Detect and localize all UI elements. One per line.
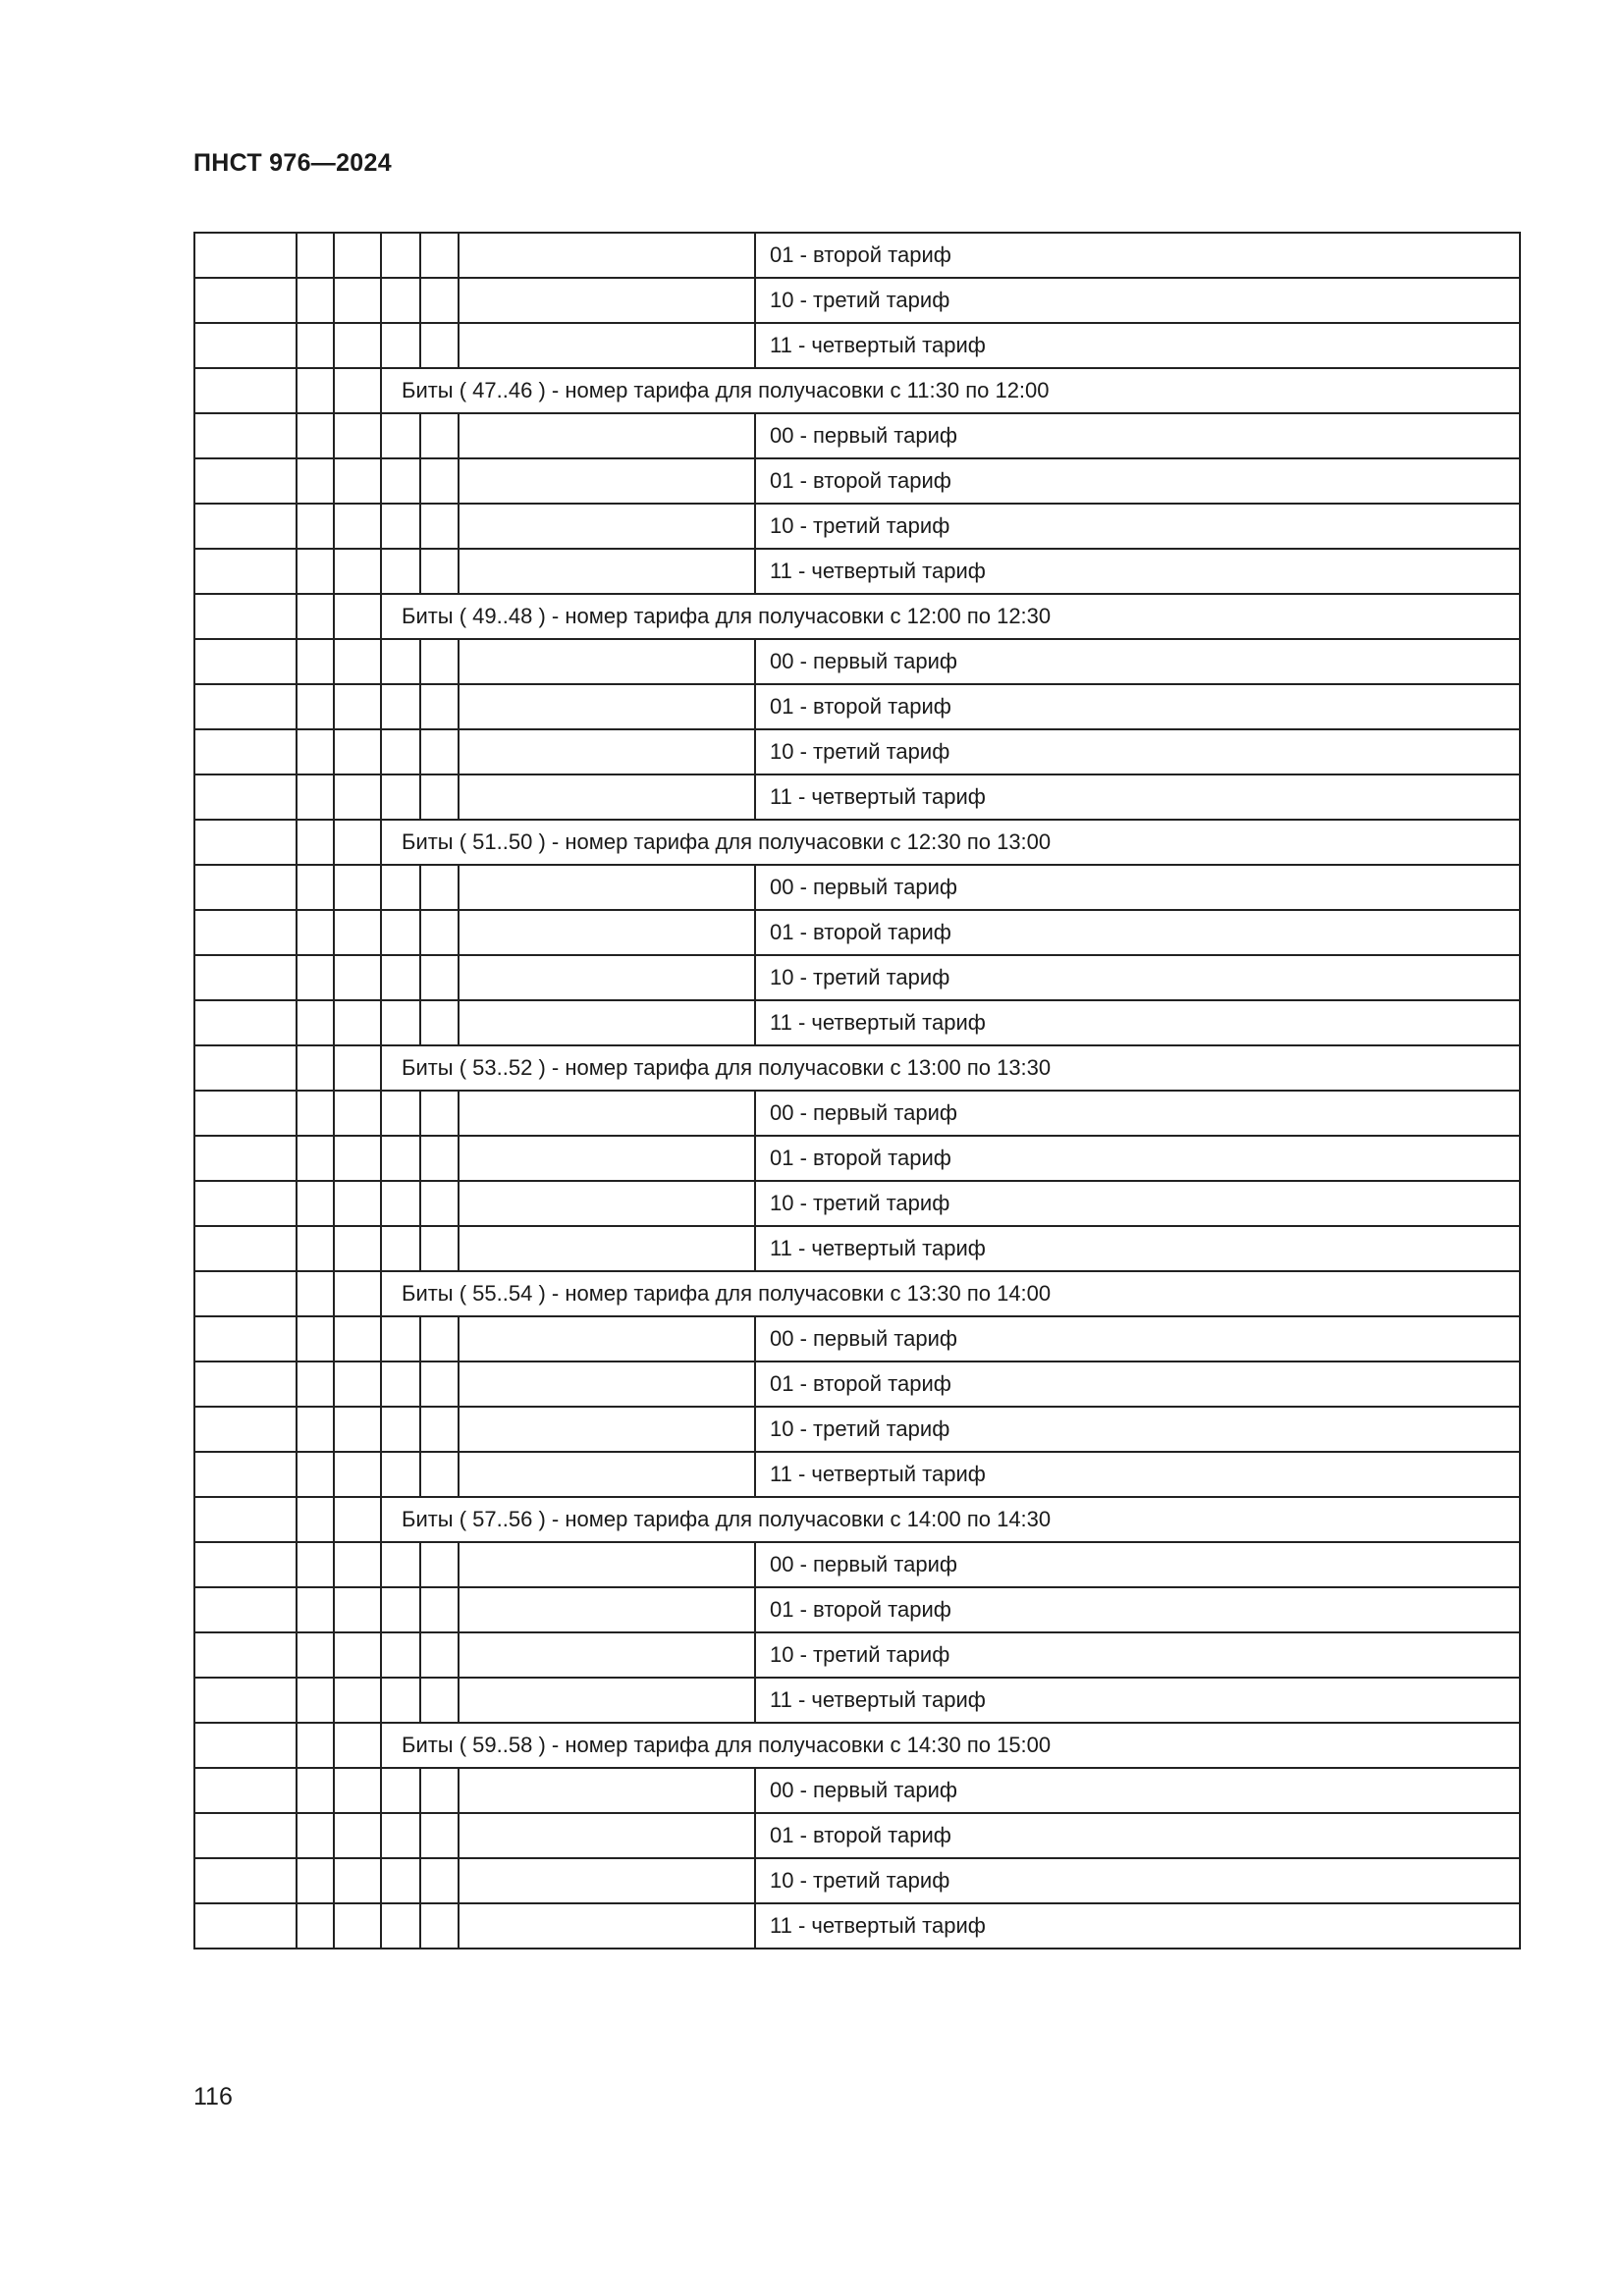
empty-cell	[459, 1587, 755, 1632]
document-code: ПНСТ 976—2024	[193, 149, 392, 177]
bit-range-row	[194, 1045, 1520, 1091]
empty-cell	[194, 1316, 297, 1362]
empty-cell	[334, 1000, 381, 1045]
bit-range-description: Биты ( 47..46 ) - номер тарифа для получасовки с 11:30 по 12:00	[381, 368, 1520, 413]
empty-cell	[381, 1407, 420, 1452]
empty-cell	[297, 323, 334, 368]
tariff-value-cell: 00 - первый тариф	[755, 413, 1520, 458]
tariff-value-row	[194, 504, 1520, 549]
empty-cell	[297, 1542, 334, 1587]
tariff-value-cell: 11 - четвертый тариф	[755, 1226, 1520, 1271]
empty-cell	[381, 1678, 420, 1723]
empty-cell	[420, 729, 459, 774]
empty-cell	[334, 1362, 381, 1407]
empty-cell	[194, 774, 297, 820]
empty-cell	[297, 1497, 334, 1542]
empty-cell	[334, 1632, 381, 1678]
empty-cell	[297, 639, 334, 684]
tariff-value-row	[194, 1316, 1520, 1362]
empty-cell	[297, 1632, 334, 1678]
empty-cell	[194, 504, 297, 549]
tariff-value-cell: 10 - третий тариф	[755, 1858, 1520, 1903]
empty-cell	[334, 1407, 381, 1452]
tariff-value-row	[194, 774, 1520, 820]
tariff-value-cell: 10 - третий тариф	[755, 278, 1520, 323]
empty-cell	[334, 910, 381, 955]
empty-cell	[420, 549, 459, 594]
tariff-value-row	[194, 1407, 1520, 1452]
empty-cell	[194, 1497, 297, 1542]
empty-cell	[334, 549, 381, 594]
tariff-value-row	[194, 458, 1520, 504]
empty-cell	[420, 1362, 459, 1407]
empty-cell	[381, 1000, 420, 1045]
tariff-value-row	[194, 1000, 1520, 1045]
tariff-value-cell: 01 - второй тариф	[755, 1136, 1520, 1181]
empty-cell	[334, 820, 381, 865]
empty-cell	[420, 1091, 459, 1136]
empty-cell	[334, 1768, 381, 1813]
tariff-value-row	[194, 955, 1520, 1000]
page-number: 116	[193, 2083, 233, 2110]
tariff-value-row	[194, 1678, 1520, 1723]
empty-cell	[297, 1903, 334, 1949]
empty-cell	[459, 458, 755, 504]
empty-cell	[334, 594, 381, 639]
empty-cell	[459, 504, 755, 549]
tariff-value-cell: 01 - второй тариф	[755, 1813, 1520, 1858]
empty-cell	[194, 1452, 297, 1497]
empty-cell	[459, 1903, 755, 1949]
empty-cell	[459, 1226, 755, 1271]
empty-cell	[194, 1723, 297, 1768]
empty-cell	[381, 729, 420, 774]
empty-cell	[194, 458, 297, 504]
empty-cell	[334, 684, 381, 729]
empty-cell	[297, 820, 334, 865]
empty-cell	[334, 368, 381, 413]
empty-cell	[381, 1858, 420, 1903]
bit-range-row	[194, 1723, 1520, 1768]
empty-cell	[334, 1678, 381, 1723]
empty-cell	[420, 458, 459, 504]
empty-cell	[459, 774, 755, 820]
tariff-value-cell: 10 - третий тариф	[755, 955, 1520, 1000]
empty-cell	[381, 1768, 420, 1813]
empty-cell	[420, 910, 459, 955]
empty-cell	[381, 1903, 420, 1949]
empty-cell	[297, 955, 334, 1000]
empty-cell	[459, 278, 755, 323]
empty-cell	[420, 1587, 459, 1632]
empty-cell	[334, 278, 381, 323]
empty-cell	[420, 1858, 459, 1903]
bit-range-row	[194, 1497, 1520, 1542]
tariff-value-cell: 01 - второй тариф	[755, 458, 1520, 504]
tariff-value-row	[194, 1587, 1520, 1632]
empty-cell	[194, 594, 297, 639]
tariff-value-cell: 10 - третий тариф	[755, 504, 1520, 549]
empty-cell	[334, 504, 381, 549]
empty-cell	[334, 413, 381, 458]
empty-cell	[297, 278, 334, 323]
empty-cell	[194, 368, 297, 413]
empty-cell	[420, 504, 459, 549]
empty-cell	[297, 1045, 334, 1091]
tariff-value-cell: 11 - четвертый тариф	[755, 774, 1520, 820]
empty-cell	[334, 1091, 381, 1136]
tariff-value-row	[194, 684, 1520, 729]
empty-cell	[459, 684, 755, 729]
empty-cell	[334, 1587, 381, 1632]
empty-cell	[381, 910, 420, 955]
empty-cell	[297, 865, 334, 910]
empty-cell	[459, 323, 755, 368]
bit-range-row	[194, 594, 1520, 639]
empty-cell	[334, 323, 381, 368]
empty-cell	[297, 1858, 334, 1903]
empty-cell	[194, 1091, 297, 1136]
bit-range-description: Биты ( 55..54 ) - номер тарифа для получасовки с 13:30 по 14:00	[381, 1271, 1520, 1316]
empty-cell	[297, 910, 334, 955]
empty-cell	[420, 1542, 459, 1587]
tariff-value-row	[194, 1452, 1520, 1497]
empty-cell	[194, 1136, 297, 1181]
empty-cell	[297, 549, 334, 594]
empty-cell	[297, 729, 334, 774]
bit-range-description: Биты ( 59..58 ) - номер тарифа для получасовки с 14:30 по 15:00	[381, 1723, 1520, 1768]
empty-cell	[420, 1678, 459, 1723]
empty-cell	[297, 1000, 334, 1045]
empty-cell	[334, 1723, 381, 1768]
tariff-value-cell: 10 - третий тариф	[755, 729, 1520, 774]
empty-cell	[334, 1045, 381, 1091]
empty-cell	[334, 1136, 381, 1181]
tariff-value-cell: 01 - второй тариф	[755, 1362, 1520, 1407]
empty-cell	[194, 1768, 297, 1813]
empty-cell	[420, 774, 459, 820]
empty-cell	[194, 278, 297, 323]
empty-cell	[194, 1362, 297, 1407]
empty-cell	[420, 639, 459, 684]
empty-cell	[420, 1768, 459, 1813]
tariff-value-row	[194, 729, 1520, 774]
bit-range-description: Биты ( 53..52 ) - номер тарифа для получасовки с 13:00 по 13:30	[381, 1045, 1520, 1091]
tariff-value-row	[194, 323, 1520, 368]
empty-cell	[381, 1181, 420, 1226]
empty-cell	[297, 1768, 334, 1813]
empty-cell	[420, 323, 459, 368]
tariff-value-cell: 11 - четвертый тариф	[755, 1903, 1520, 1949]
empty-cell	[194, 729, 297, 774]
empty-cell	[194, 1632, 297, 1678]
empty-cell	[297, 594, 334, 639]
empty-cell	[194, 1045, 297, 1091]
tariff-value-row	[194, 639, 1520, 684]
empty-cell	[459, 1362, 755, 1407]
empty-cell	[459, 1858, 755, 1903]
empty-cell	[381, 1632, 420, 1678]
tariff-value-row	[194, 1903, 1520, 1949]
empty-cell	[194, 1903, 297, 1949]
empty-cell	[194, 1858, 297, 1903]
table-body	[194, 233, 1520, 1949]
empty-cell	[459, 910, 755, 955]
empty-cell	[420, 1000, 459, 1045]
empty-cell	[459, 1136, 755, 1181]
empty-cell	[381, 1316, 420, 1362]
empty-cell	[194, 413, 297, 458]
tariff-value-row	[194, 1226, 1520, 1271]
empty-cell	[297, 774, 334, 820]
empty-cell	[297, 1181, 334, 1226]
tariff-value-row	[194, 1362, 1520, 1407]
tariff-value-row	[194, 1542, 1520, 1587]
empty-cell	[334, 1452, 381, 1497]
empty-cell	[194, 1587, 297, 1632]
empty-cell	[194, 1813, 297, 1858]
tariff-value-cell: 00 - первый тариф	[755, 865, 1520, 910]
empty-cell	[459, 1678, 755, 1723]
empty-cell	[194, 955, 297, 1000]
empty-cell	[381, 1136, 420, 1181]
tariff-value-cell: 11 - четвертый тариф	[755, 1000, 1520, 1045]
empty-cell	[334, 865, 381, 910]
tariff-value-row	[194, 1768, 1520, 1813]
empty-cell	[381, 639, 420, 684]
empty-cell	[381, 1542, 420, 1587]
tariff-value-row	[194, 1813, 1520, 1858]
tariff-value-cell: 00 - первый тариф	[755, 1316, 1520, 1362]
empty-cell	[297, 1407, 334, 1452]
empty-cell	[420, 1136, 459, 1181]
empty-cell	[194, 233, 297, 278]
tariff-value-row	[194, 1632, 1520, 1678]
empty-cell	[297, 1587, 334, 1632]
empty-cell	[381, 684, 420, 729]
bit-range-row	[194, 368, 1520, 413]
empty-cell	[334, 955, 381, 1000]
tariff-value-row	[194, 1181, 1520, 1226]
empty-cell	[420, 1903, 459, 1949]
empty-cell	[459, 1091, 755, 1136]
tariff-value-cell: 01 - второй тариф	[755, 233, 1520, 278]
empty-cell	[334, 729, 381, 774]
empty-cell	[334, 1858, 381, 1903]
empty-cell	[297, 1271, 334, 1316]
empty-cell	[297, 1136, 334, 1181]
empty-cell	[459, 1316, 755, 1362]
empty-cell	[194, 820, 297, 865]
empty-cell	[194, 1181, 297, 1226]
bit-range-description: Биты ( 51..50 ) - номер тарифа для получасовки с 12:30 по 13:00	[381, 820, 1520, 865]
empty-cell	[194, 865, 297, 910]
empty-cell	[459, 233, 755, 278]
empty-cell	[334, 1316, 381, 1362]
empty-cell	[420, 955, 459, 1000]
empty-cell	[459, 549, 755, 594]
empty-cell	[420, 1452, 459, 1497]
empty-cell	[459, 1768, 755, 1813]
tariff-value-row	[194, 865, 1520, 910]
empty-cell	[297, 1091, 334, 1136]
empty-cell	[381, 1226, 420, 1271]
tariff-value-cell: 00 - первый тариф	[755, 639, 1520, 684]
empty-cell	[459, 1181, 755, 1226]
empty-cell	[381, 1452, 420, 1497]
tariff-value-cell: 11 - четвертый тариф	[755, 1678, 1520, 1723]
empty-cell	[194, 1407, 297, 1452]
empty-cell	[334, 1226, 381, 1271]
tariff-value-cell: 11 - четвертый тариф	[755, 549, 1520, 594]
empty-cell	[334, 233, 381, 278]
empty-cell	[194, 1271, 297, 1316]
empty-cell	[194, 639, 297, 684]
empty-cell	[194, 1678, 297, 1723]
empty-cell	[334, 458, 381, 504]
empty-cell	[194, 323, 297, 368]
tariff-value-cell: 10 - третий тариф	[755, 1181, 1520, 1226]
empty-cell	[194, 1542, 297, 1587]
empty-cell	[194, 1000, 297, 1045]
empty-cell	[459, 1542, 755, 1587]
empty-cell	[381, 323, 420, 368]
tariff-value-row	[194, 549, 1520, 594]
empty-cell	[334, 1181, 381, 1226]
tariff-value-cell: 11 - четвертый тариф	[755, 323, 1520, 368]
empty-cell	[459, 1000, 755, 1045]
empty-cell	[381, 774, 420, 820]
empty-cell	[381, 413, 420, 458]
empty-cell	[297, 233, 334, 278]
empty-cell	[459, 639, 755, 684]
tariff-value-cell: 00 - первый тариф	[755, 1542, 1520, 1587]
empty-cell	[297, 1678, 334, 1723]
empty-cell	[420, 1632, 459, 1678]
tariff-value-cell: 10 - третий тариф	[755, 1632, 1520, 1678]
empty-cell	[297, 1813, 334, 1858]
empty-cell	[297, 1316, 334, 1362]
bit-range-row	[194, 1271, 1520, 1316]
tariff-value-row	[194, 910, 1520, 955]
empty-cell	[381, 865, 420, 910]
empty-cell	[381, 233, 420, 278]
empty-cell	[381, 1813, 420, 1858]
empty-cell	[459, 413, 755, 458]
empty-cell	[334, 1271, 381, 1316]
empty-cell	[194, 910, 297, 955]
empty-cell	[194, 549, 297, 594]
empty-cell	[459, 1813, 755, 1858]
empty-cell	[297, 1362, 334, 1407]
empty-cell	[420, 684, 459, 729]
empty-cell	[459, 1632, 755, 1678]
empty-cell	[297, 1226, 334, 1271]
empty-cell	[381, 549, 420, 594]
bit-range-row	[194, 820, 1520, 865]
empty-cell	[381, 278, 420, 323]
empty-cell	[381, 458, 420, 504]
tariff-value-cell: 01 - второй тариф	[755, 910, 1520, 955]
empty-cell	[420, 865, 459, 910]
tariff-value-cell: 00 - первый тариф	[755, 1768, 1520, 1813]
tariff-value-cell: 01 - второй тариф	[755, 1587, 1520, 1632]
empty-cell	[420, 1226, 459, 1271]
empty-cell	[297, 413, 334, 458]
bit-field-table	[193, 232, 1521, 1949]
empty-cell	[334, 1813, 381, 1858]
empty-cell	[459, 1407, 755, 1452]
tariff-value-row	[194, 233, 1520, 278]
empty-cell	[194, 684, 297, 729]
tariff-value-row	[194, 1091, 1520, 1136]
empty-cell	[459, 865, 755, 910]
empty-cell	[381, 504, 420, 549]
empty-cell	[334, 1497, 381, 1542]
empty-cell	[334, 774, 381, 820]
tariff-value-row	[194, 413, 1520, 458]
tariff-value-row	[194, 1136, 1520, 1181]
empty-cell	[459, 955, 755, 1000]
empty-cell	[381, 1362, 420, 1407]
empty-cell	[297, 1723, 334, 1768]
empty-cell	[297, 504, 334, 549]
empty-cell	[297, 458, 334, 504]
empty-cell	[334, 1542, 381, 1587]
empty-cell	[420, 1181, 459, 1226]
empty-cell	[334, 639, 381, 684]
empty-cell	[297, 684, 334, 729]
empty-cell	[194, 1226, 297, 1271]
empty-cell	[297, 368, 334, 413]
empty-cell	[381, 1587, 420, 1632]
tariff-value-row	[194, 278, 1520, 323]
empty-cell	[420, 233, 459, 278]
empty-cell	[420, 413, 459, 458]
empty-cell	[420, 1813, 459, 1858]
tariff-value-cell: 01 - второй тариф	[755, 684, 1520, 729]
tariff-value-cell: 10 - третий тариф	[755, 1407, 1520, 1452]
tariff-value-row	[194, 1858, 1520, 1903]
empty-cell	[381, 955, 420, 1000]
bit-range-description: Биты ( 57..56 ) - номер тарифа для получасовки с 14:00 по 14:30	[381, 1497, 1520, 1542]
empty-cell	[459, 1452, 755, 1497]
empty-cell	[459, 729, 755, 774]
empty-cell	[381, 1091, 420, 1136]
empty-cell	[420, 278, 459, 323]
tariff-value-cell: 11 - четвертый тариф	[755, 1452, 1520, 1497]
empty-cell	[420, 1407, 459, 1452]
bit-range-description: Биты ( 49..48 ) - номер тарифа для получасовки с 12:00 по 12:30	[381, 594, 1520, 639]
tariff-value-cell: 00 - первый тариф	[755, 1091, 1520, 1136]
empty-cell	[297, 1452, 334, 1497]
empty-cell	[334, 1903, 381, 1949]
empty-cell	[420, 1316, 459, 1362]
